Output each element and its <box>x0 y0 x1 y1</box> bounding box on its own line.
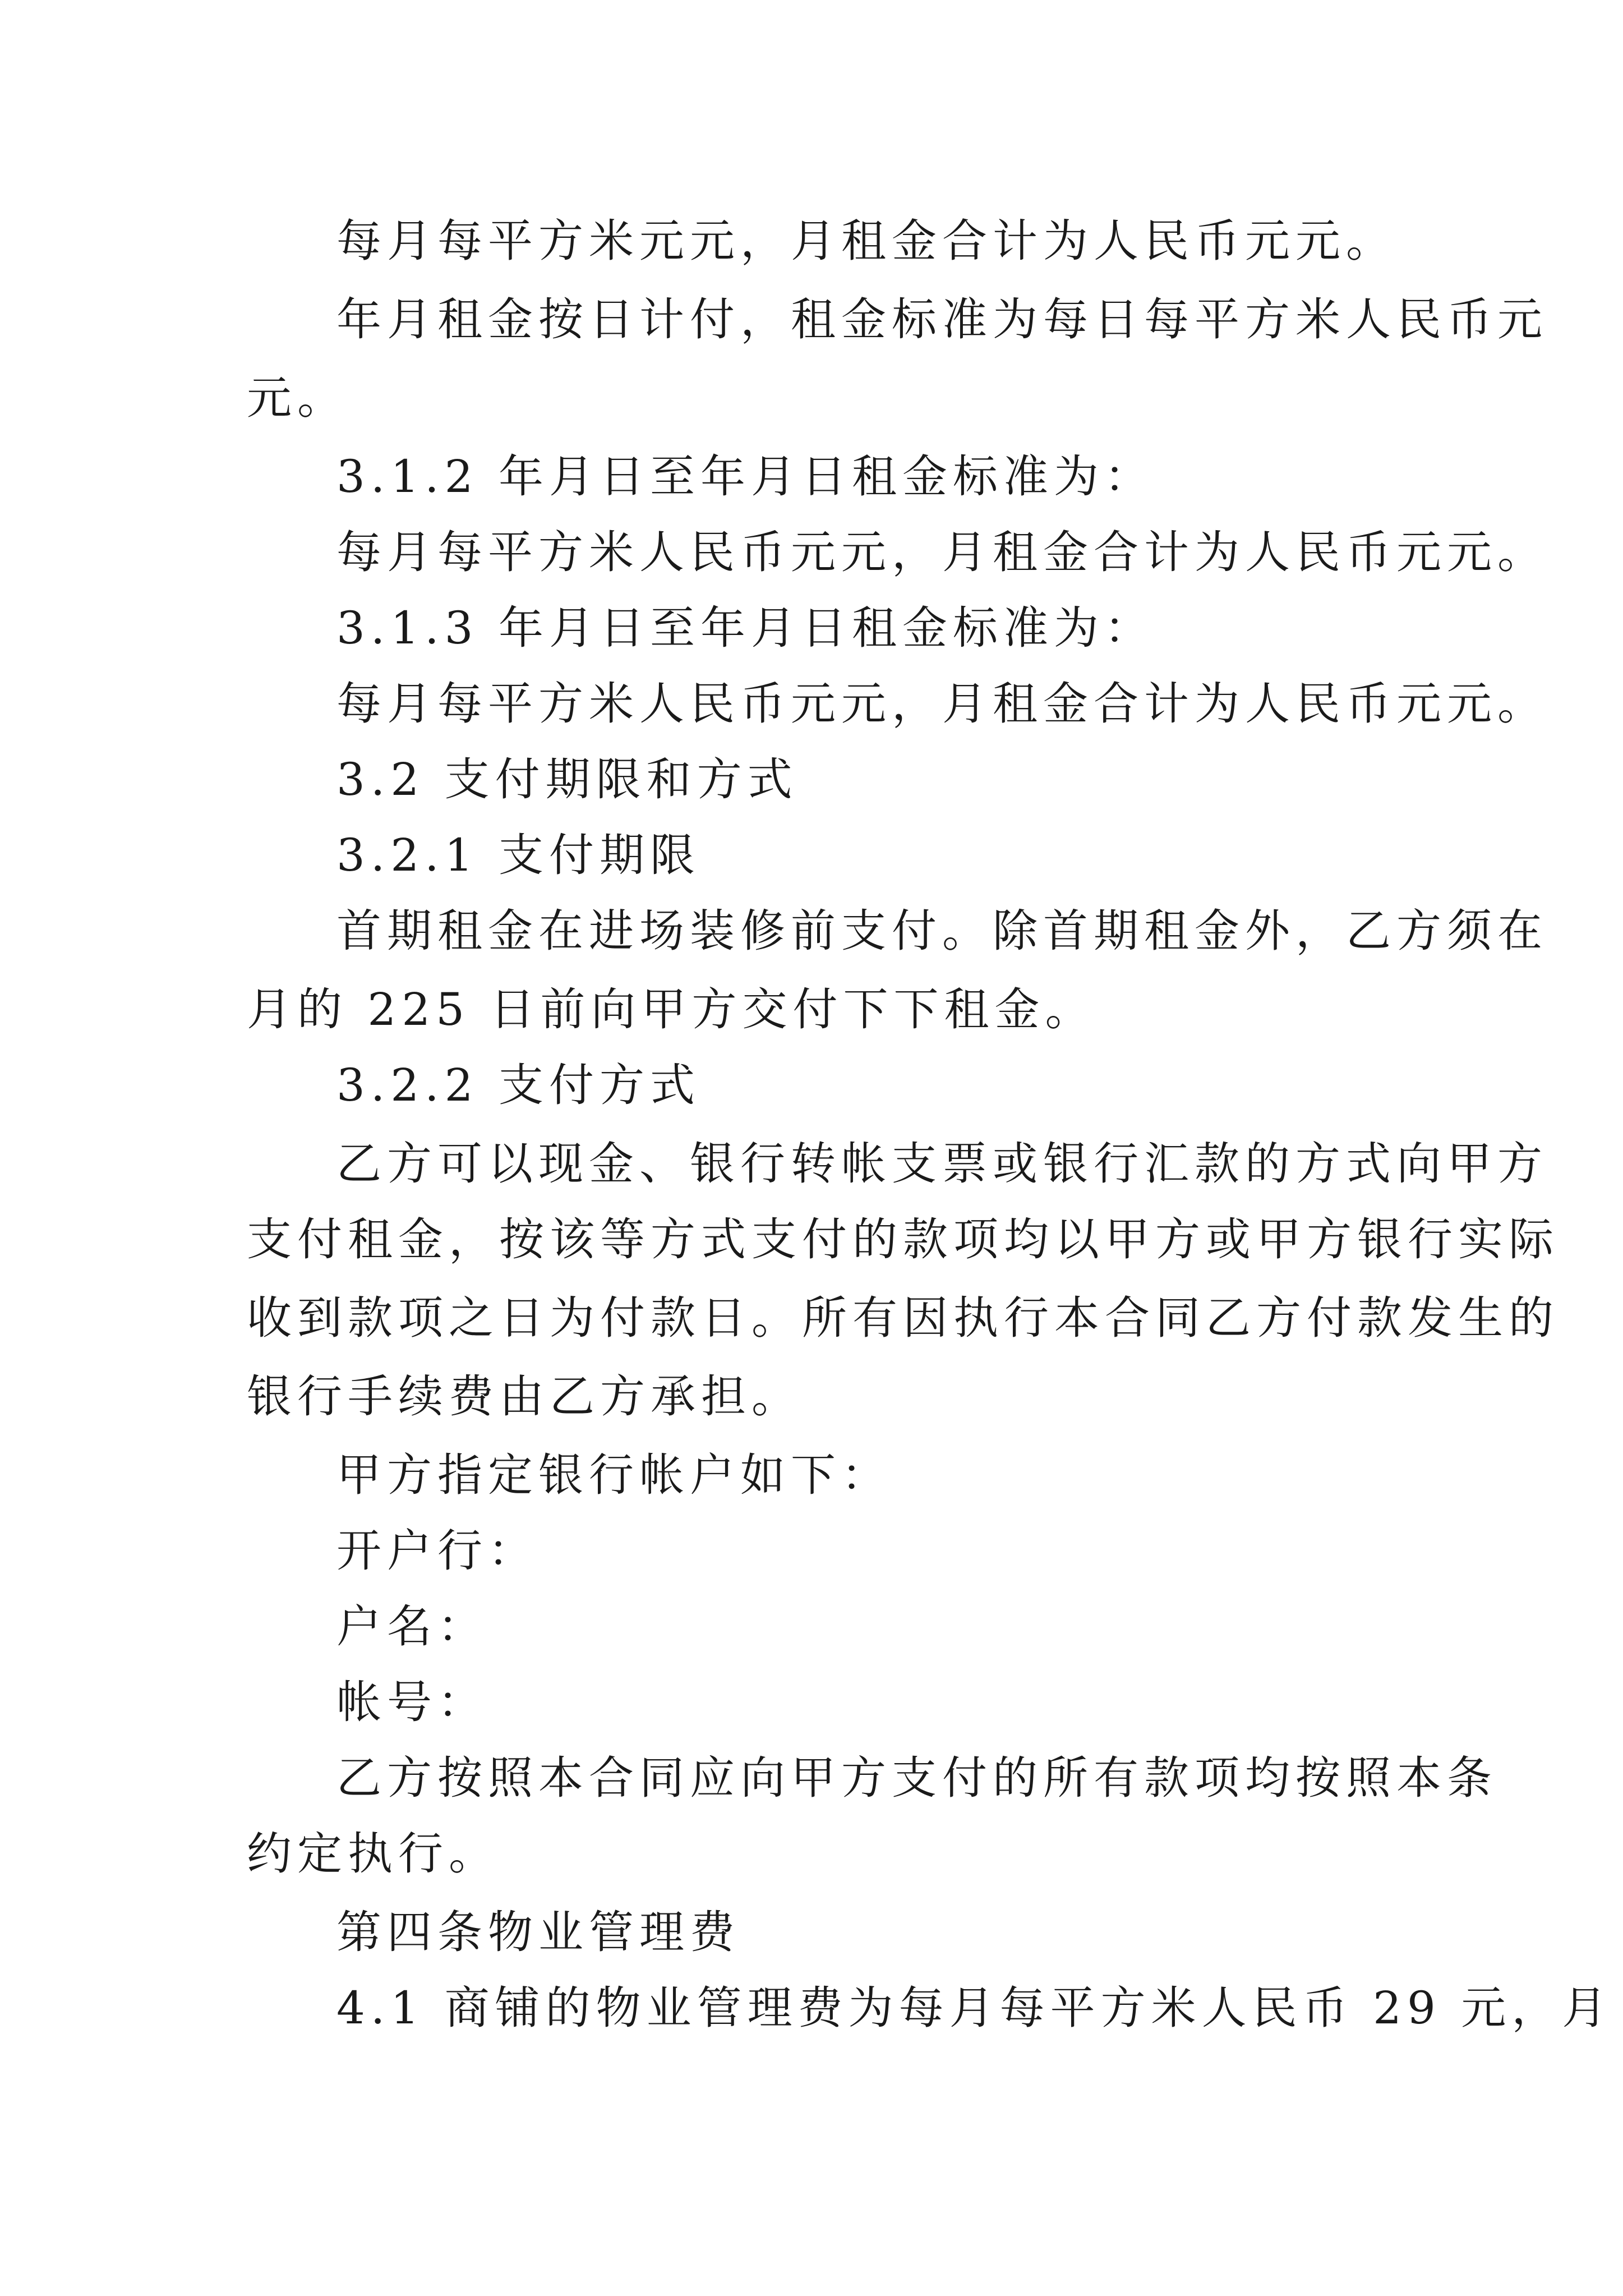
section-heading: 第四条物业管理费 <box>336 1906 740 1958</box>
bank-field-label: 户名： <box>336 1600 488 1653</box>
text-line: 3.1.3 年月日至年月日租金标准为： <box>336 602 1155 654</box>
bank-field-label: 帐号： <box>336 1676 488 1728</box>
text-line: 每月每平方米元元，月租金合计为人民币元元。 <box>336 215 1396 267</box>
bank-field-label: 开户行： <box>336 1525 538 1577</box>
text-line: 首期租金在进场装修前支付。除首期租金外，乙方须在 <box>336 905 1548 957</box>
text-line: 每月每平方米人民币元元，月租金合计为人民币元元。 <box>336 526 1548 578</box>
text-line: 3.1.2 年月日至年月日租金标准为： <box>336 450 1155 503</box>
section-heading: 3.2 支付期限和方式 <box>336 753 798 806</box>
text-line: 年月租金按日计付，租金标准为每日每平方米人民币元 <box>336 293 1548 346</box>
text-line: 乙方可以现金、银行转帐支票或银行汇款的方式向甲方 <box>336 1138 1548 1190</box>
text-line: 4.1 商铺的物业管理费为每月每平方米人民币 29 元，月 <box>336 1982 1613 2034</box>
text-line: 银行手续费由乙方承担。 <box>247 1370 802 1423</box>
text-line: 约定执行。 <box>247 1828 499 1880</box>
section-heading: 3.2.2 支付方式 <box>336 1059 700 1111</box>
text-line: 元。 <box>247 372 348 424</box>
text-line: 乙方按照本合同应向甲方支付的所有款项均按照本条 <box>336 1752 1497 1804</box>
text-line: 收到款项之日为付款日。所有因执行本合同乙方付款发生的 <box>247 1292 1559 1344</box>
text-line: 支付租金，按该等方式支付的款项均以甲方或甲方银行实际 <box>247 1213 1559 1266</box>
text-line: 每月每平方米人民币元元，月租金合计为人民币元元。 <box>336 678 1548 730</box>
text-line: 月的 225 日前向甲方交付下下租金。 <box>247 983 1096 1036</box>
text-line: 甲方指定银行帐户如下： <box>336 1449 892 1501</box>
section-heading: 3.2.1 支付期限 <box>336 829 700 881</box>
